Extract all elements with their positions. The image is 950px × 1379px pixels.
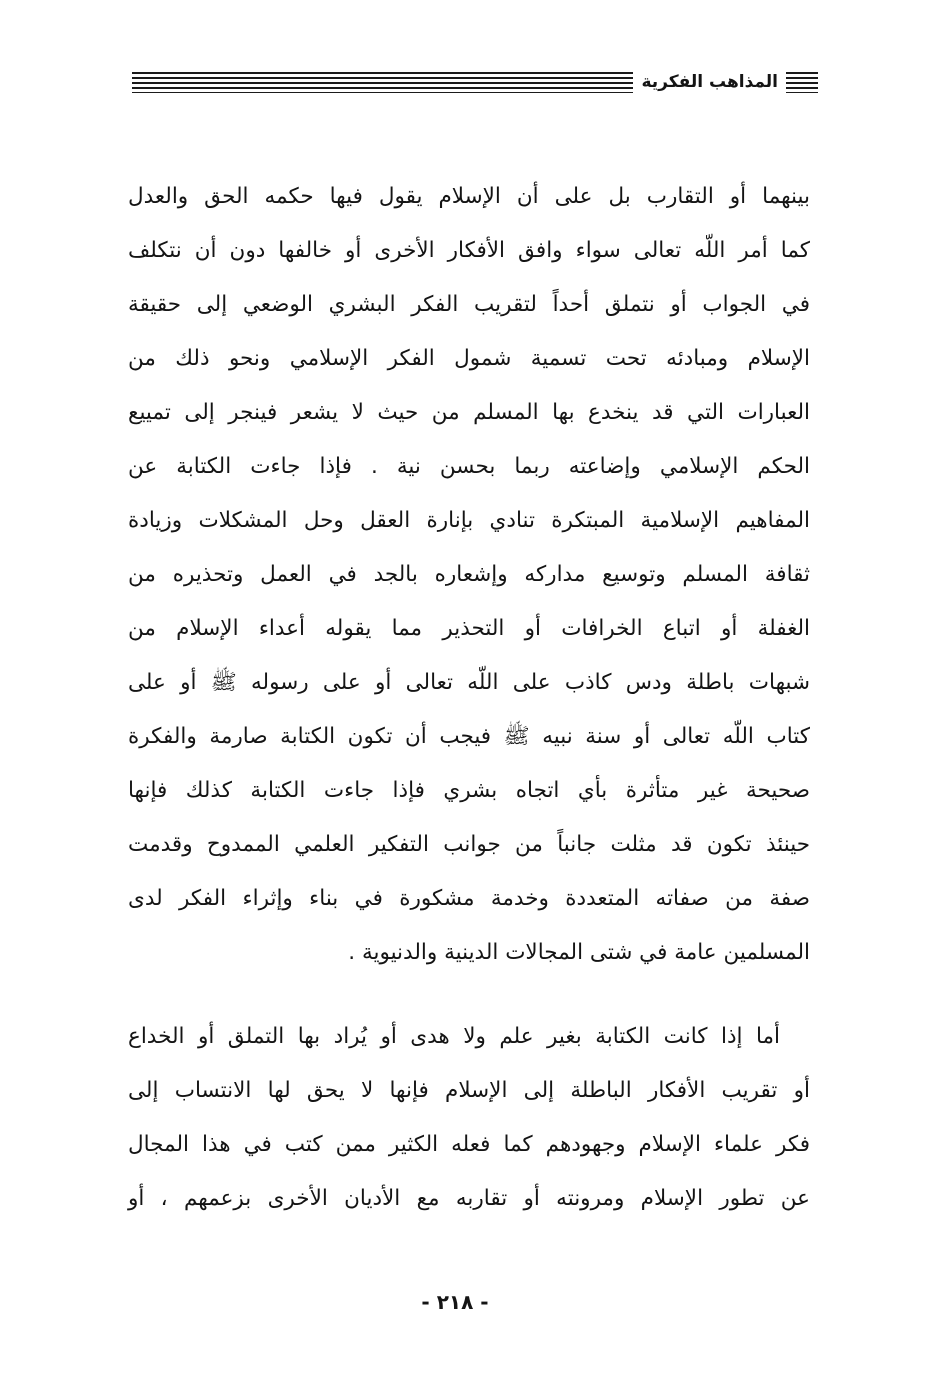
text-line: الإسلام ومبادئه تحت تسمية شمول الفكر الإسلامي ونحو ذلك من xyxy=(128,346,810,371)
text-line: عن تطور الإسلام ومرونته أو تقاربه مع الأديان الأخرى بزعمهم ، أو xyxy=(128,1186,810,1211)
text-line: فكر علماء الإسلام وجهودهم كما فعله الكثير ممن كتب في هذا المجال xyxy=(128,1132,810,1157)
text-line: أو تقريب الأفكار الباطلة إلى الإسلام فإنها لا يحق لها الانتساب إلى xyxy=(128,1078,810,1103)
running-header xyxy=(132,66,818,98)
text-line: بينهما أو التقارب بل على أن الإسلام يقول فيها حكمه الحق والعدل xyxy=(128,184,810,209)
text-line: الغفلة أو اتباع الخرافات أو التحذير مما يقوله أعداء الإسلام من xyxy=(128,616,810,641)
text-line: صفة من صفاته المتعددة وخدمة مشكورة في بناء وإثراء الفكر لدى xyxy=(128,886,810,911)
paragraph-2 xyxy=(128,1010,810,1226)
text-line: أما إذا كانت الكتابة بغير علم ولا هدى أو يُراد بها التملق أو الخداع xyxy=(128,1024,780,1049)
text-line: في الجواب أو نتملق أحداً لتقريب الفكر البشري الوضعي إلى حقيقة xyxy=(128,292,810,317)
header-rule-short xyxy=(786,72,818,93)
header-title: المذاهب الفكرية xyxy=(641,72,778,92)
text-line: كما أمر اللّه تعالى سواء وافق الأفكار الأخرى أو خالفها دون أن نتكلف xyxy=(128,238,810,263)
text-line: الحكم الإسلامي وإضاعته ربما بحسن نية . فإذا جاءت الكتابة عن xyxy=(128,454,810,479)
text-line: حينئذ تكون قد مثلت جانباً من جوانب التفكير العلمي الممدوح وقدمت xyxy=(128,832,810,857)
text-line: شبهات باطلة ودس كاذب على اللّه تعالى أو على رسوله ﷺ أو على xyxy=(128,670,810,695)
text-line: كتاب اللّه تعالى أو سنة نبيه ﷺ فيجب أن تكون الكتابة صارمة والفكرة xyxy=(128,724,810,749)
header-rule-long xyxy=(132,72,633,93)
text-line: العبارات التي قد ينخدع بها المسلم من حيث لا يشعر فينجر إلى تمييع xyxy=(128,400,810,425)
text-line: المسلمين عامة في شتى المجالات الدينية والدنيوية . xyxy=(348,940,810,965)
paragraph-1 xyxy=(128,170,810,980)
text-line: ثقافة المسلم وتوسيع مداركه وإشعاره بالجد في العمل وتحذيره من xyxy=(128,562,810,587)
text-line: صحيحة غير متأثرة بأي اتجاه بشري فإذا جاءت الكتابة كذلك فإنها xyxy=(128,778,810,803)
page-number: - ٢١٨ - xyxy=(421,1290,489,1314)
text-line: المفاهيم الإسلامية المبتكرة تنادي بإنارة العقل وحل المشكلات وزيادة xyxy=(128,508,810,533)
